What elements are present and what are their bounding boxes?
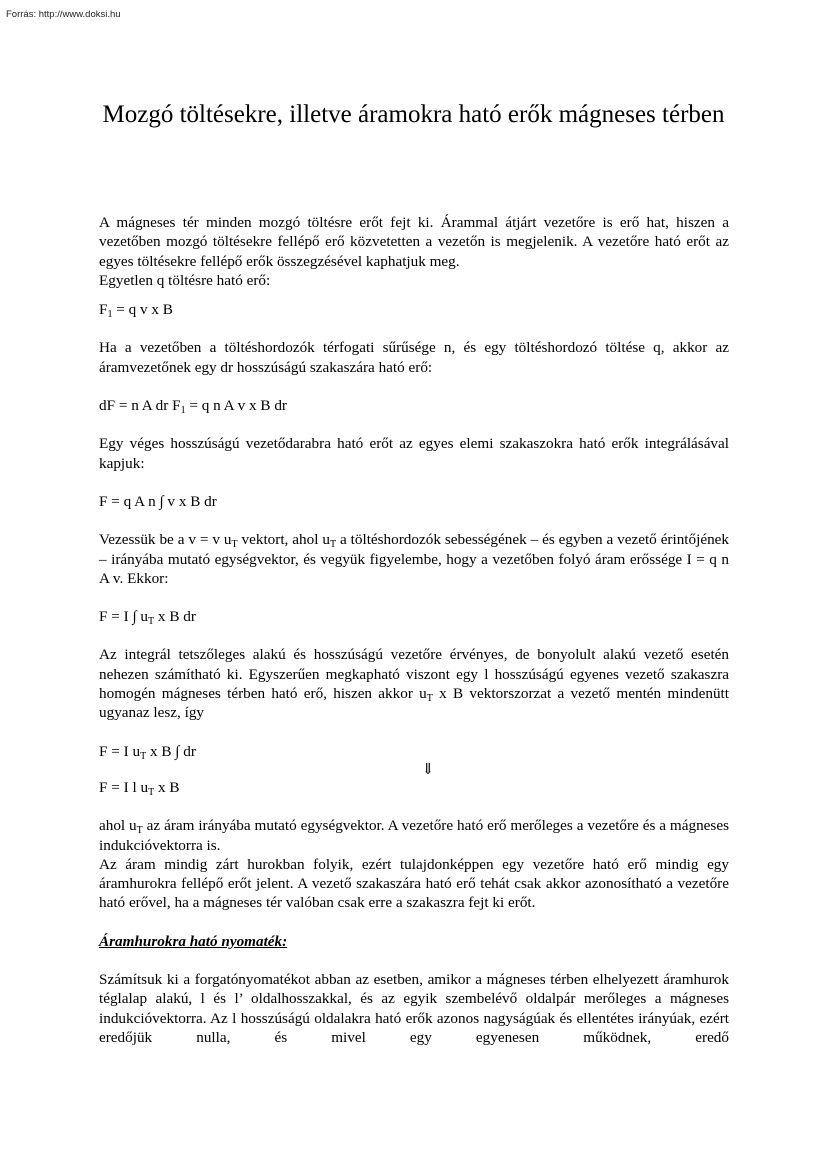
- section-heading-loop-torque: Áramhurokra ható nyomaték:: [99, 932, 288, 950]
- paragraph-torque: Számítsuk ki a forgatónyomatékot abban az esetben, amikor a mágneses térben elhelyezett áramhurok téglalap alakú, l és l’ oldalhosszakkal, és az egyik szembelévő oldalpár merőleges a mágneses indukcióvektorra. Az l hosszúságú oldalakra ható erők azonos nagyságúak és ellentétes irányúak, ezért eredőjük nulla, és mivel egy egyenesen működnek, eredő: [99, 971, 729, 1046]
- equation-straight-force: F = I l $u_T$ x B: [99, 778, 180, 798]
- paragraph-conductor-segment: Ha a vezetőben a töltéshordozók térfogati sűrűsége n, és egy töltéshordozó töltése q, akkor az áramvezetőnek egy dr hosszúságú szakaszára ható erő:: [99, 339, 729, 376]
- equation-integral-force: F = q A n ∫ v x B dr: [99, 492, 217, 510]
- equation-segment-force: dF = n A dr $F_1 = q$ n A v x B dr: [99, 397, 287, 417]
- source-note: Forrás: http://www.doksi.hu: [6, 9, 121, 20]
- paragraph-unit-vector-note: ahol $u_T$ az áram irányába mutató egységvektor. A vezetőre ható erő merőleges a vezetőre és a mágneses indukcióvektorra is.: [99, 817, 729, 854]
- implies-arrow-icon: ⇓: [421, 760, 435, 778]
- equation-current-integral: F = I ∫ $u_T$ x B dr: [99, 608, 196, 628]
- paragraph-intro: A mágneses tér minden mozgó töltésre erőt fejt ki. Árammal átjárt vezetőre is erő hat, hiszen a vezetőben mozgó töltésekre fellépő erő közvetetten a vezetőn is megjelenik. A vezetőre ható erőt az egyes töltésekre fellépő erők összegzésével kaphatjuk meg.: [99, 214, 729, 270]
- paragraph-unit-vector: Vezessük be a v = v $u_T$ vektort, ahol $u_T$ a töltéshordozók sebességének – és egyben a vezető érintőjének – irányába mutató egységvektor, és vegyük figyelembe, hogy a vezetőben folyó áram erőssége I = q n A v. Ekkor:: [99, 531, 730, 587]
- paragraph-single-charge: Egyetlen q töltésre ható erő:: [99, 271, 271, 289]
- document-body: [99, 213, 729, 1047]
- paragraph-finite-conductor: Egy véges hosszúságú vezetődarabra ható erőt az egyes elemi szakaszokra ható erők integrálásával kapjuk:: [99, 435, 729, 472]
- paragraph-straight-conductor: Az integrál tetszőleges alakú és hosszúságú vezetőre érvényes, de bonyolult alakú vezető esetén nehezen számítható ki. Egyszerűen megkapható viszont egy l hosszúságú egyenes vezető szakaszra homogén mágneses térben ható erő, hiszen akkor $u_T$ x B vektorszorzat a vezető mentén mindenütt ugyanaz lesz, így: [99, 646, 729, 722]
- paragraph-closed-loop: Az áram mindig zárt hurokban folyik, ezért tulajdonképpen egy vezetőre ható erő mindig egy áramhurokra fellépő erőt jelent. A vezető szakaszára ható erő tehát csak akkor azonosítható a vezetőre ható erővel, ha a mágneses tér valóban csak erre a szakaszra fejt ki erőt.: [99, 855, 729, 912]
- equation-single-charge-force: $F_1 = q$ v x B: [99, 301, 173, 321]
- equation-straight-integral: F = I $u_T$ x B ∫ dr: [99, 742, 196, 762]
- page-title: Mozgó töltésekre, illetve áramokra ható erők mágneses térben: [102, 101, 725, 128]
